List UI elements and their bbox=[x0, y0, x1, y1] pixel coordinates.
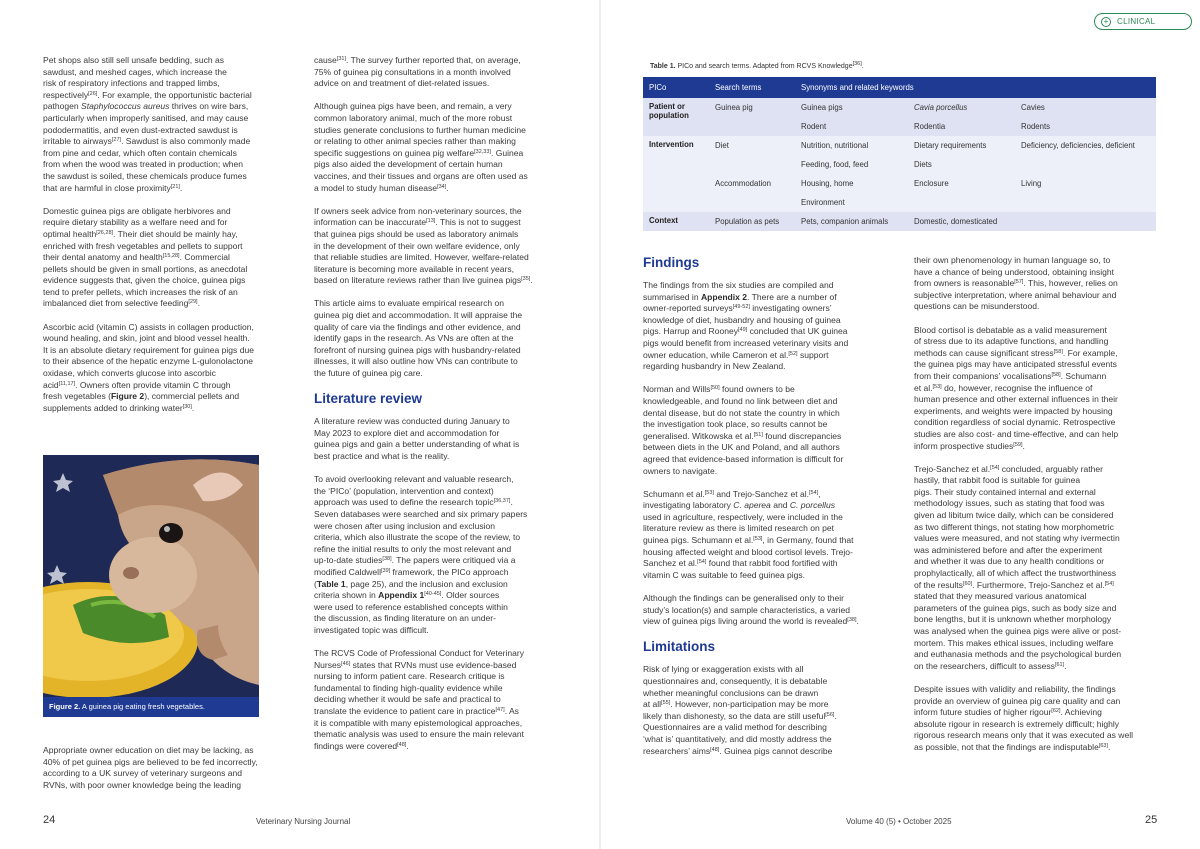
table-category-cell: Context bbox=[643, 212, 709, 231]
plus-circle-icon: + bbox=[1101, 17, 1111, 27]
col1-paragraph-1: Pet shops also still sell unsafe bedding, such as sawdust, and meshed cages, which increase the risk of respiratory infections and trapped limbs, respectively[26]. For example, the opportunistic bacterial pathogen Staphylococcus aureus thrives on wire bars, particularly when improperly sanitised, and may cause pododermatitis, and even dust-extracted sawdust is irritable to airways[27]. Sawdust is also commonly made from pine and cedar, which often contain chemicals from when the wood was treated in production; when the sawdust is soiled, these chemicals produce fumes that are harmful in close proximity[21]. bbox=[43, 55, 252, 193]
col4-paragraph-4: Despite issues with validity and reliability, the findings provide an overview of guinea pig care quality and can inform future studies of higher rigour[62]. Achieving absolute rigour in research is extremely difficult; highly rigorous research means only that it was executed as well as possible, not that the findings are indisputable[63]. bbox=[914, 683, 1134, 752]
table-1-caption: Table 1. PICo and search terms. Adapted from RCVS Knowledge[36]. bbox=[650, 61, 864, 70]
table-cell: Rodentia bbox=[908, 117, 1015, 136]
col2-paragraph-3: If owners seek advice from non-veterinary sources, the information can be inaccurate[13]. This is not to suggest that guinea pigs should be used as laboratory animals in the development of their own welfare evidence, only that reliable studies are limited. However, welfare-related literature is becoming more available in recent years, based on literature reviews rather than live guinea pigs[35]. bbox=[314, 205, 533, 286]
col4-paragraph-1: their own phenomenology in human language so, to have a chance of being understood, obtaining insight from owners is reasonable[57]. This, however, relies on subjective interpretation, where animal behaviour and questions can be misunderstood. bbox=[914, 255, 1118, 312]
col4-paragraph-2: Blood cortisol is debatable as a valid measurement of stress due to its adaptive functions, and handling methods can cause significant stress[58]. For example, the guinea pigs may have anticipated stressful events from their companions’ vocalisations[58]. Schumann et al.[53] do, however, recognise the influence of human presence and other external influences in their experiments, and weights were impacted by housing condition regardless of social dynamic. Retrospective studies are also cost- and time-effective, and can help inform prospective studies[59]. bbox=[914, 324, 1119, 451]
table-row bbox=[643, 212, 1156, 231]
col1-paragraph-3: Ascorbic acid (vitamin C) assists in collagen production, wound healing, and skin, joint and blood vessel health. It is an absolute dietary requirement for guinea pigs due to their absence of the hepatic enzyme L-gulonolactone oxidase, which converts glucose into ascorbic acid[11,17]. Owners often provide vitamin C through fresh vegetables (Figure 2), commercial pellets and supplements added to drinking water[30]. bbox=[43, 321, 254, 413]
col2-paragraph-7: The RCVS Code of Professional Conduct for Veterinary Nurses[46] states that RVNs must use evidence-based nursing to inform patient care. Research critique is fundamental to finding high-quality evidence while deciding whether it would be safe and practical to translate the evidence to patient care in practice[47]. As it is compatible with many epistemological approaches, thematic analysis was used to ensure the main relevant findings were covered[48]. bbox=[314, 648, 524, 751]
pico-table bbox=[643, 77, 1156, 231]
table-row bbox=[643, 193, 1156, 212]
figure-2-caption: Figure 2. A guinea pig eating fresh vegetables. bbox=[43, 697, 259, 717]
table-cell bbox=[1015, 212, 1156, 231]
col2-paragraph-4: This article aims to evaluate empirical research on guinea pig diet and accommodation. It will appraise the quality of care via the findings and other evidence, and identify gaps in the research. As VNs are often at the forefront of nursing guinea pigs with husbandry-related illnesses, it will also outline how VNs can contribute to the future of guinea pig care. bbox=[314, 298, 523, 379]
table-row bbox=[643, 98, 1156, 117]
guinea-pig-illustration bbox=[43, 455, 259, 717]
clinical-section-tag bbox=[1094, 13, 1192, 30]
col2-paragraph-2: Although guinea pigs have been, and remain, a very common laboratory animal, much of the more robust studies generate conclusions to further human medicine or relating to other animal species rather than making specific suggestions on guinea pig welfare[32,33]. Guinea pigs also aided the development of certain human vaccines, and their tissues and organs are often used as a model to study human disease[34]. bbox=[314, 101, 528, 193]
col2-paragraph-6: To avoid overlooking relevant and valuable research, the ‘PICo’ (population, intervention and context) approach was used to define the research topic[36,37]. Seven databases were searched and six primary papers were chosen after using inclusion and exclusion criteria, which also illustrate the scope of the review, to refine the initial results to only the most relevant and up-to-date studies[38]. The papers were critiqued via a modified Caldwell[39] framework, the PICo approach (Table 1, page 25), and the inclusion and exclusion criteria shown in Appendix 1[40-45]. Older sources were used to reference established concepts within the discussion, as finding literature on an under- investigated topic was difficult. bbox=[314, 474, 528, 635]
table-cell: Living bbox=[1015, 174, 1156, 193]
table-cell bbox=[1015, 193, 1156, 212]
col3-paragraph-4: Although the findings can be generalised only to their study’s location(s) and sample characteristics, a varied view of guinea pigs living around the world is revealed[38]. bbox=[643, 593, 859, 627]
table-cell: Enclosure bbox=[908, 174, 1015, 193]
col1-paragraph-4: Appropriate owner education on diet may be lacking, as 40% of pet guinea pigs are believed to be fed incorrectly, according to a UK survey of veterinary surgeons and RVNs, with poor owner knowledge being the leading bbox=[43, 745, 258, 790]
table-cell: Accommodation bbox=[709, 174, 795, 193]
col3-paragraph-1: The findings from the six studies are compiled and summarised in Appendix 2. There are a number of owner-reported surveys[49-52] investigating owners’ knowledge of diet, husbandry and housing of guinea pigs. Harrup and Rooney[49] concluded that UK guinea pigs would benefit from increased veterinary visits and owner education, while Cameron et al.[52] support regarding husbandry in New Zealand. bbox=[643, 280, 849, 372]
table-cell: Diets bbox=[908, 155, 1015, 174]
table-cell: Housing, home bbox=[795, 174, 908, 193]
literature-review-heading: Literature review bbox=[314, 391, 423, 407]
table-cell: Cavies bbox=[1015, 98, 1156, 117]
table-header-cell: PICo bbox=[643, 77, 709, 98]
table-category-cell: Patient or population bbox=[643, 98, 709, 136]
table-cell: Rodents bbox=[1015, 117, 1156, 136]
table-cell: Pets, companion animals bbox=[795, 212, 908, 231]
limitations-heading: Limitations bbox=[643, 639, 716, 655]
col3-paragraph-5: Risk of lying or exaggeration exists with all questionnaires and, consequently, it is debatable whether meaningful conclusions can be drawn at all[55]. However, non-participation may be more likely than dishonesty, so the data are still useful[56]. Questionnaires are a valid method for describing ‘what is’ quantitatively, and did mostly address the researchers’ aims[48]. Guinea pigs cannot describe bbox=[643, 664, 837, 756]
column-1-bottom bbox=[43, 745, 288, 791]
page-gutter bbox=[599, 0, 601, 849]
right-page-number: 25 bbox=[1145, 814, 1158, 826]
table-cell: Nutrition, nutritional bbox=[795, 136, 908, 155]
col4-paragraph-3: Trejo-Sanchez et al.[54] concluded, arguably rather hastily, that rabbit food is suitable for guinea pigs. Their study contained internal and external methodology issues, such as stating that food was given ad libitum twice daily, which can be considered as two different things, not stating how morphometric values were measured, and not stating why ivermectin was administered before and after the experiment and whether it was due to any health conditions or prophylactically, all of which affect the trustworthiness of the results[60]. Furthermore, Trejo-Sanchez et al.[54] stated that they measured various anatomical parameters of the guinea pigs, such as body size and bone lengths, but it is unknown whether morphology was analysed when the guinea pigs were alive or post- mortem. This makes ethical issues, including welfare and euthanasia methods and the psychological burden on the researchers, difficult to assess[61]. bbox=[914, 463, 1122, 671]
col2-paragraph-5: A literature review was conducted during January to May 2023 to explore diet and accommodation for guinea pigs and gain a better understanding of what is best practice and what is the reality. bbox=[314, 416, 520, 461]
table-cell: Population as pets bbox=[709, 212, 795, 231]
table-cell: Rodent bbox=[795, 117, 908, 136]
column-3 bbox=[643, 252, 893, 757]
table-cell: Guinea pig bbox=[709, 98, 795, 117]
table-header-cell: Search terms bbox=[709, 77, 795, 98]
col2-paragraph-1: cause[31]. The survey further reported that, on average, 75% of guinea pig consultations in a month involved advice on and treatment of diet-related issues. bbox=[314, 55, 521, 89]
table-cell: Guinea pigs bbox=[795, 98, 908, 117]
table-cell bbox=[709, 117, 795, 136]
table-cell bbox=[1015, 155, 1156, 174]
column-2 bbox=[314, 55, 564, 752]
left-page-number: 24 bbox=[43, 814, 56, 826]
table-cell: Diet bbox=[709, 136, 795, 155]
table-header-row bbox=[643, 77, 1156, 98]
col3-paragraph-2: Norman and Wills[50] found owners to be knowledgeable, and found no link between diet and dental disease, but do not state the country in which the investigation took place, so results cannot be generalised. Witkowska et al.[51] found discrepancies between diets in the UK and Poland, and all authors agreed that evidence-based information is difficult for owners to navigate. bbox=[643, 384, 844, 476]
table-row bbox=[643, 174, 1156, 193]
table-cell: Environment bbox=[795, 193, 908, 212]
findings-heading: Findings bbox=[643, 255, 700, 270]
table-cell bbox=[709, 193, 795, 212]
table-cell: Cavia porcellus bbox=[908, 98, 1015, 117]
table-row bbox=[643, 117, 1156, 136]
table-row bbox=[643, 155, 1156, 174]
col3-paragraph-3: Schumann et al.[53] and Trejo-Sanchez et al.[54], investigating laboratory C. aperea and C. porcellus used in agriculture, respectively, were included in the literature review as there is limited research on pet guinea pigs. Schumann et al.[53], in Germany, found that housing affected weight and blood cortisol levels. Trejo- Sanchez et al.[54] found that rabbit food fortified with vitamin C was suitable to feed guinea pigs. bbox=[643, 488, 854, 580]
table-category-cell: Intervention bbox=[643, 136, 709, 212]
column-4 bbox=[914, 255, 1162, 754]
right-issue-info: Volume 40 (5) • October 2025 bbox=[846, 817, 952, 826]
clinical-tag-label: CLINICAL bbox=[1117, 17, 1156, 26]
table-cell: Deficiency, deficiencies, deficient bbox=[1015, 136, 1156, 155]
table-row bbox=[643, 136, 1156, 155]
figure-2-guinea-pig-photo bbox=[43, 455, 259, 717]
table-cell: Feeding, food, feed bbox=[795, 155, 908, 174]
table-cell: Dietary requirements bbox=[908, 136, 1015, 155]
table-cell bbox=[709, 155, 795, 174]
left-journal-name: Veterinary Nursing Journal bbox=[256, 817, 351, 826]
table-header-cell: Synonyms and related keywords bbox=[795, 77, 1156, 98]
column-1 bbox=[43, 55, 288, 414]
table-cell: Domestic, domesticated bbox=[908, 212, 1015, 231]
col1-paragraph-2: Domestic guinea pigs are obligate herbivores and require dietary stability as a welfare need and for optimal health[26,28]. Their diet should be mainly hay, enriched with fresh vegetables and pellets to support their dental anatomy and health[15,28]. Commercial pellets should be given in small portions, as anecdotal evidence suggests that, given the choice, guinea pigs tend to prefer pellets, which increases the risk of an imbalanced diet from selective feeding[29]. bbox=[43, 205, 248, 309]
table-cell bbox=[908, 193, 1015, 212]
